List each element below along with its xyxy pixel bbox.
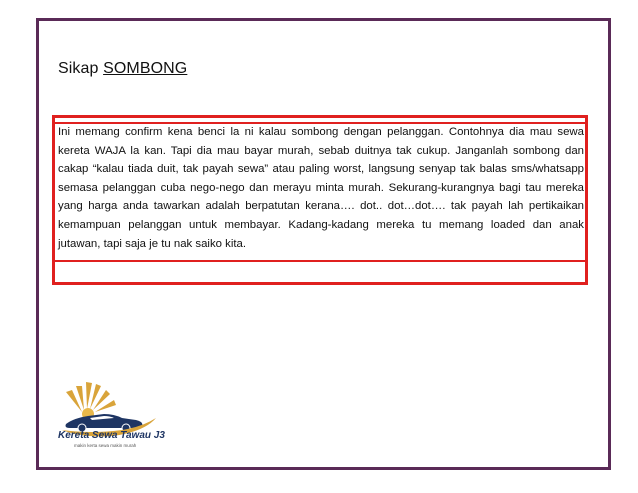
logo-tagline: makin kerta sewa makin murah <box>74 443 137 448</box>
body-textbox <box>52 115 588 285</box>
textbox-bottom-rule <box>52 260 588 262</box>
body-paragraph: Ini memang confirm kena benci la ni kalau sombong dengan pelanggan. Contohnya dia mau sewa kereta WAJA la kan. Tapi dia mau bayar murah, sebab duitnya tak cukup. Janganlah sombong dan cakap “kalau tiada duit, tak payah sewa” atau paling worst, langsung senyap tak balas sms/whatsapp semasa pelanggan cuba nego-nego dan merayu minta murah. Sekurang-kurangnya bagi tau mereka yang harga anda tawarkan adalah berpatutan kerana…. dot.. dot…dot…. tak payah lah pertikaikan kemampuan pelanggan untuk membayar. Kadang-kadang mereka tu memang loaded dan anak jutawan, tapi saja je tu nak saiko kita. <box>58 126 584 250</box>
slide-title <box>58 60 187 78</box>
logo-name: Kereta Sewa Tawau J3 <box>58 430 165 441</box>
title-prefix: Sikap <box>58 60 104 77</box>
title-emphasis: SOMBONG <box>103 60 188 77</box>
